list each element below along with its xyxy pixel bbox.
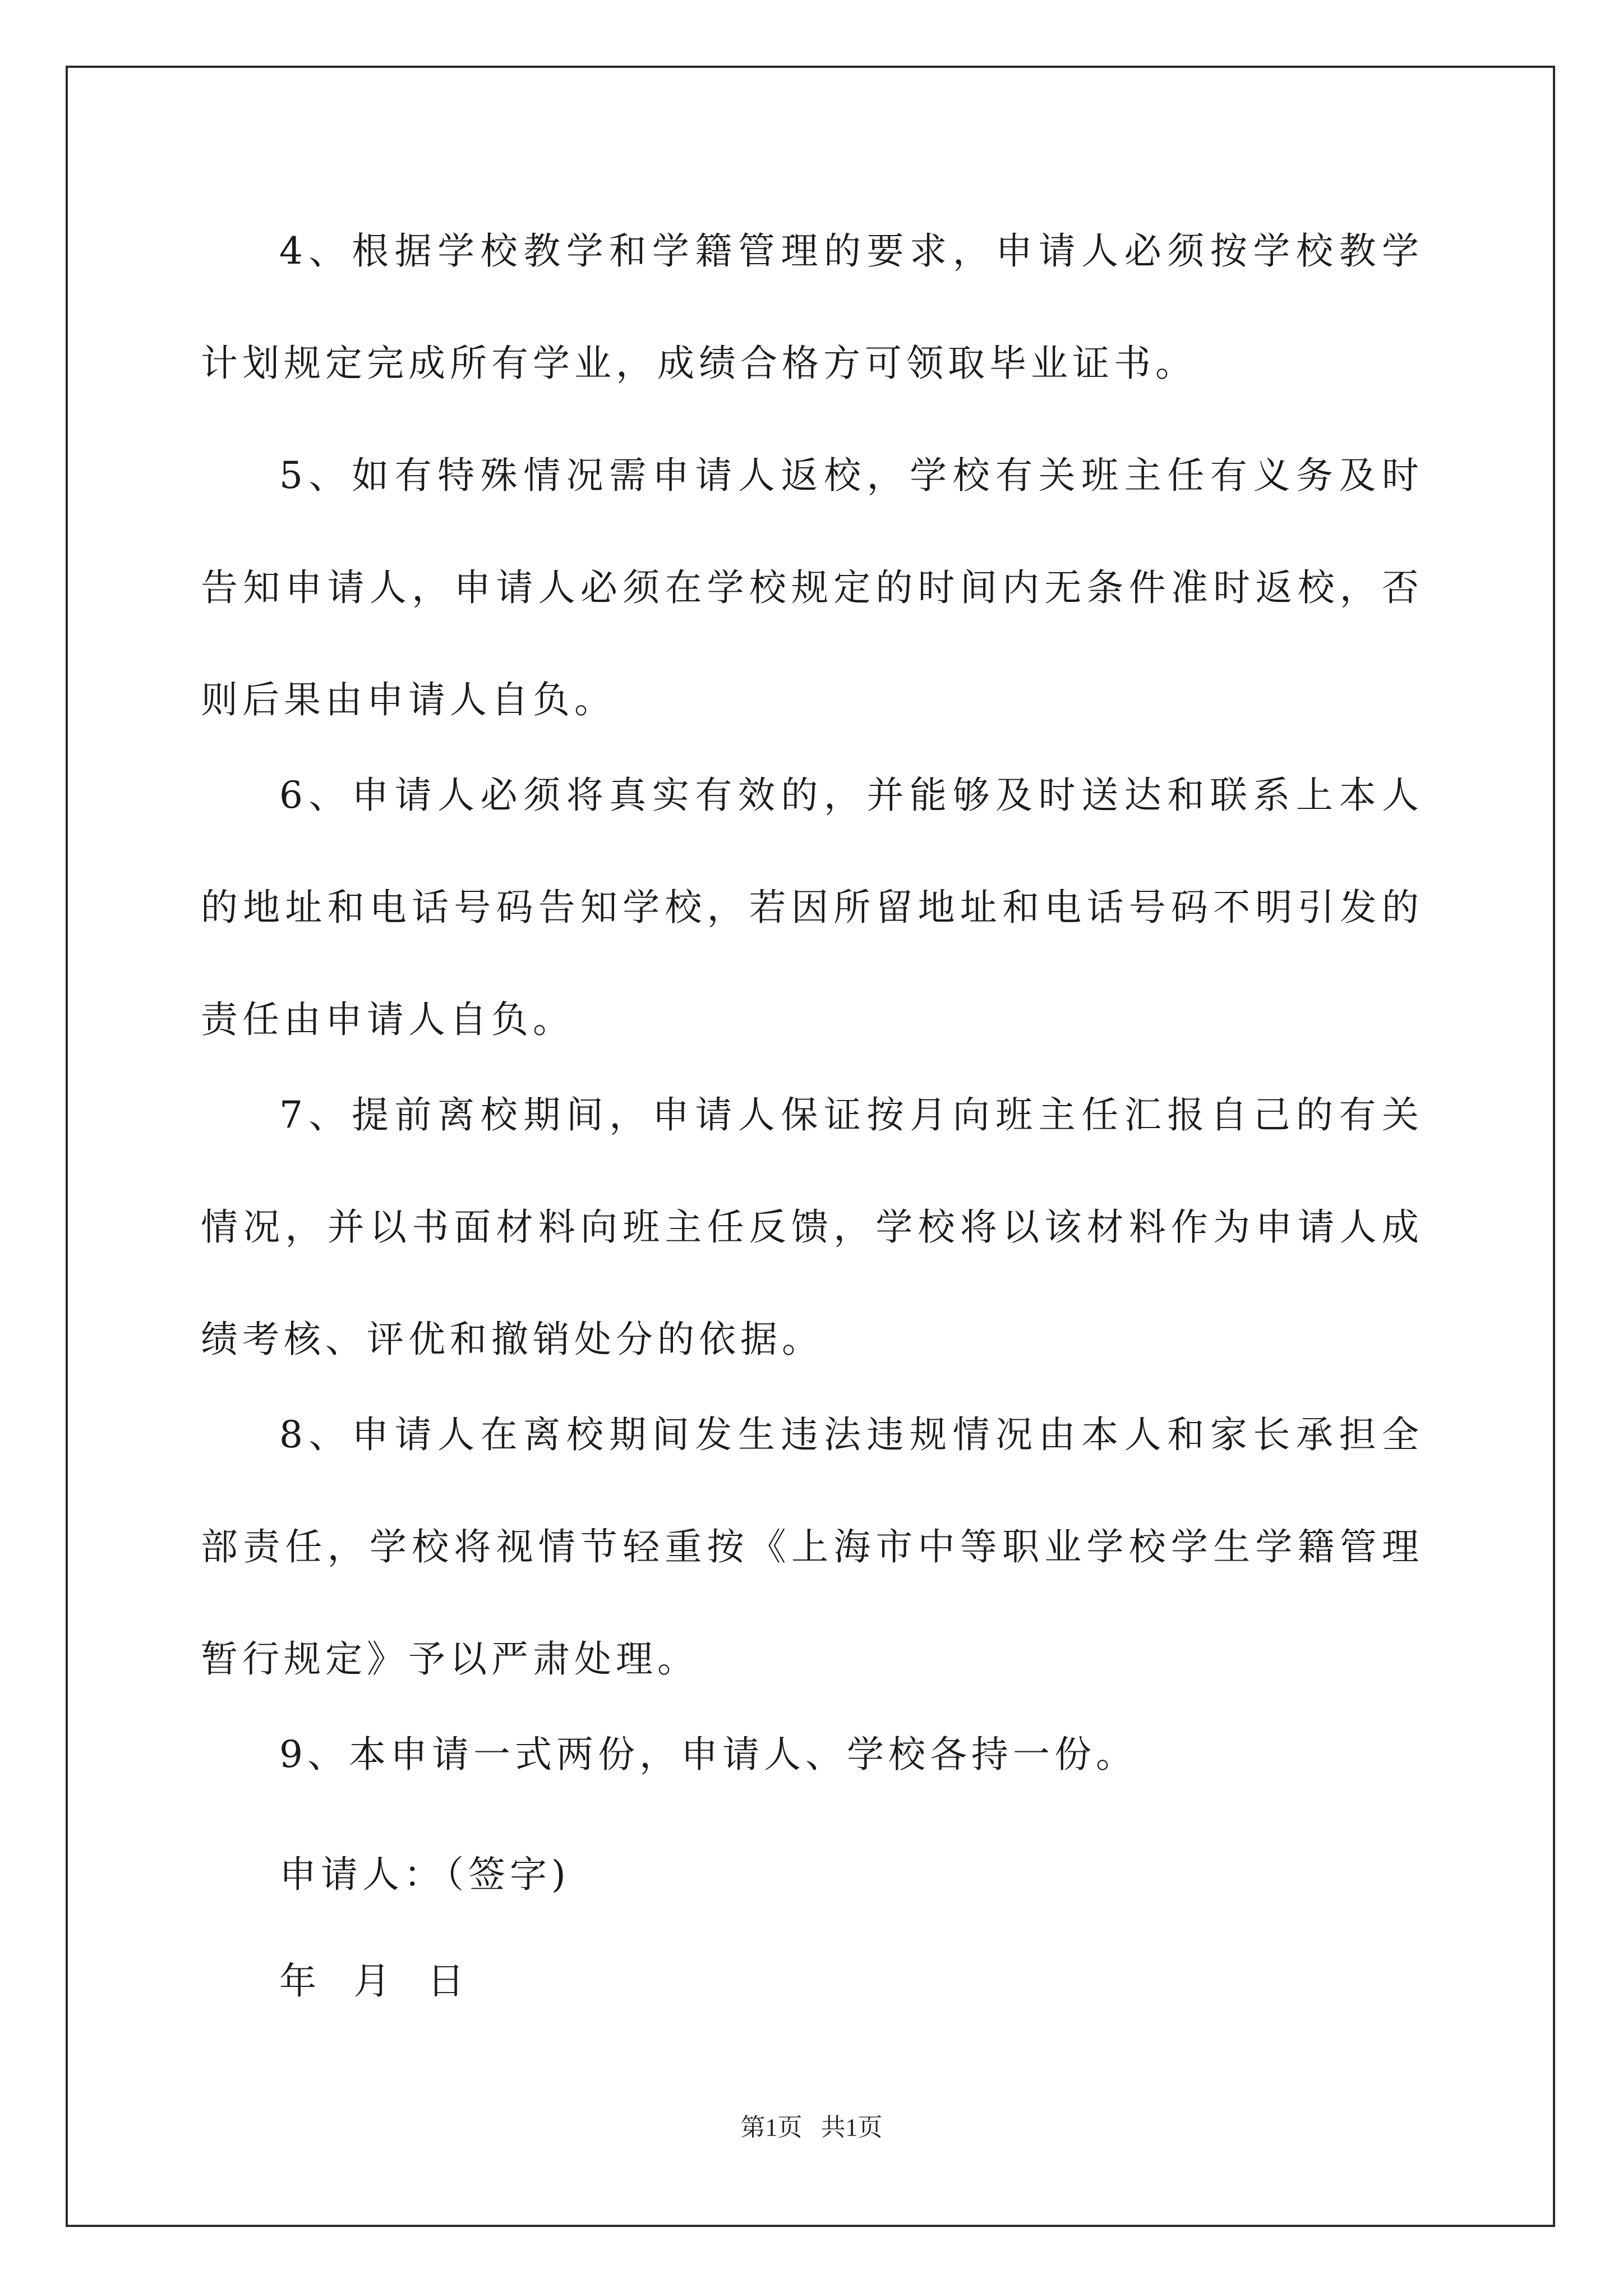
- paragraph-4: 4、根据学校教学和学籍管理的要求，申请人必须按学校教学计划规定完成所有学业，成绩合格方可领取毕业证书。: [201, 229, 1423, 385]
- paragraph-8: 8、申请人在离校期间发生违法违规情况由本人和家长承担全部责任，学校将视情节轻重按《上海市中等职业学校学生学籍管理暂行规定》予以严肃处理。: [201, 1413, 1423, 1681]
- paragraph-6: 6、申请人必须将真实有效的，并能够及时送达和联系上本人的地址和电话号码告知学校，若因所留地址和电话号码不明引发的责任由申请人自负。: [201, 774, 1423, 1041]
- paragraph-5: 5、如有特殊情况需申请人返校，学校有关班主任有义务及时告知申请人，申请人必须在学校规定的时间内无条件准时返校，否则后果由申请人自负。: [201, 454, 1423, 721]
- paragraph-7: 7、提前离校期间，申请人保证按月向班主任汇报自己的有关情况，并以书面材料向班主任反馈，学校将以该材料作为申请人成绩考核、评优和撤销处分的依据。: [201, 1093, 1423, 1361]
- page-number-footer: 第1页 共1页: [740, 2114, 883, 2141]
- date-line: 年 月 日: [279, 1959, 469, 2003]
- paragraph-9: 9、本申请一式两份，申请人、学校各持一份。: [279, 1733, 1137, 1776]
- applicant-signature-line: 申请人：（签字): [279, 1853, 570, 1896]
